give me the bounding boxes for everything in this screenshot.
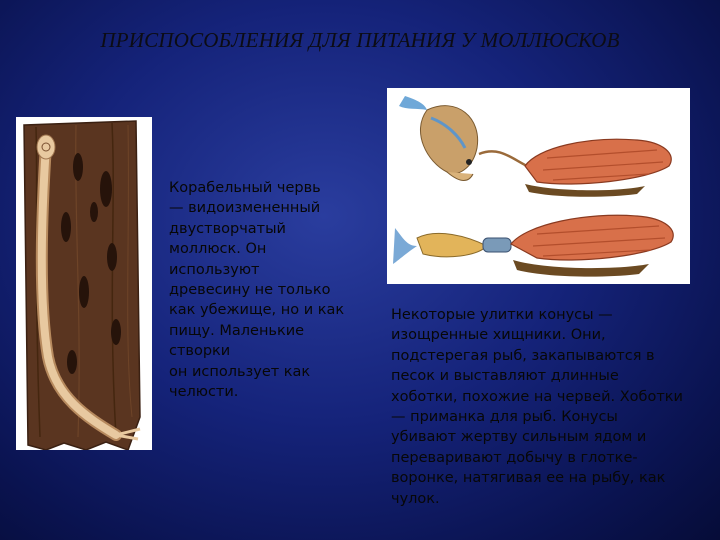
text-line: изощренные хищники. Они, xyxy=(391,327,606,344)
text-line: подстерегая рыб, закапываются в xyxy=(391,347,655,364)
text-line: створки xyxy=(169,343,231,360)
text-line: двустворчатый xyxy=(169,220,286,237)
text-line: пищу. Маленькие xyxy=(169,322,305,339)
slide-title: ПРИСПОСОБЛЕНИЯ ДЛЯ ПИТАНИЯ У МОЛЛЮСКОВ xyxy=(100,28,620,52)
text-line: древесину не только xyxy=(169,282,331,299)
text-line: чулок. xyxy=(391,490,440,507)
text-line: он использует как xyxy=(169,363,311,380)
cone-snail-illustration xyxy=(387,88,690,284)
text-line: моллюск. Он xyxy=(169,241,267,258)
cone-snail-description xyxy=(391,305,720,509)
text-line: челюсти. xyxy=(169,384,239,401)
text-line: — приманка для рыб. Конусы xyxy=(391,409,618,426)
text-line: Некоторые улитки конусы — xyxy=(391,307,613,323)
text-line: убивают жертву сильным ядом и xyxy=(391,429,647,446)
text-line: Корабельный червь xyxy=(169,180,321,196)
text-line: воронке, натягивая ее на рыбу, как xyxy=(391,470,666,487)
shipworm-illustration xyxy=(16,117,152,450)
shipworm-description xyxy=(169,178,369,402)
text-line: используют xyxy=(169,261,260,278)
text-line: как убежище, но и как xyxy=(169,302,345,319)
text-line: хоботки, похожие на червей. Хоботки xyxy=(391,388,683,405)
text-line: песок и выставляют длинные xyxy=(391,368,619,385)
text-line: переваривают добычу в глотке- xyxy=(391,449,638,466)
text-line: — видоизмененный xyxy=(169,200,321,217)
